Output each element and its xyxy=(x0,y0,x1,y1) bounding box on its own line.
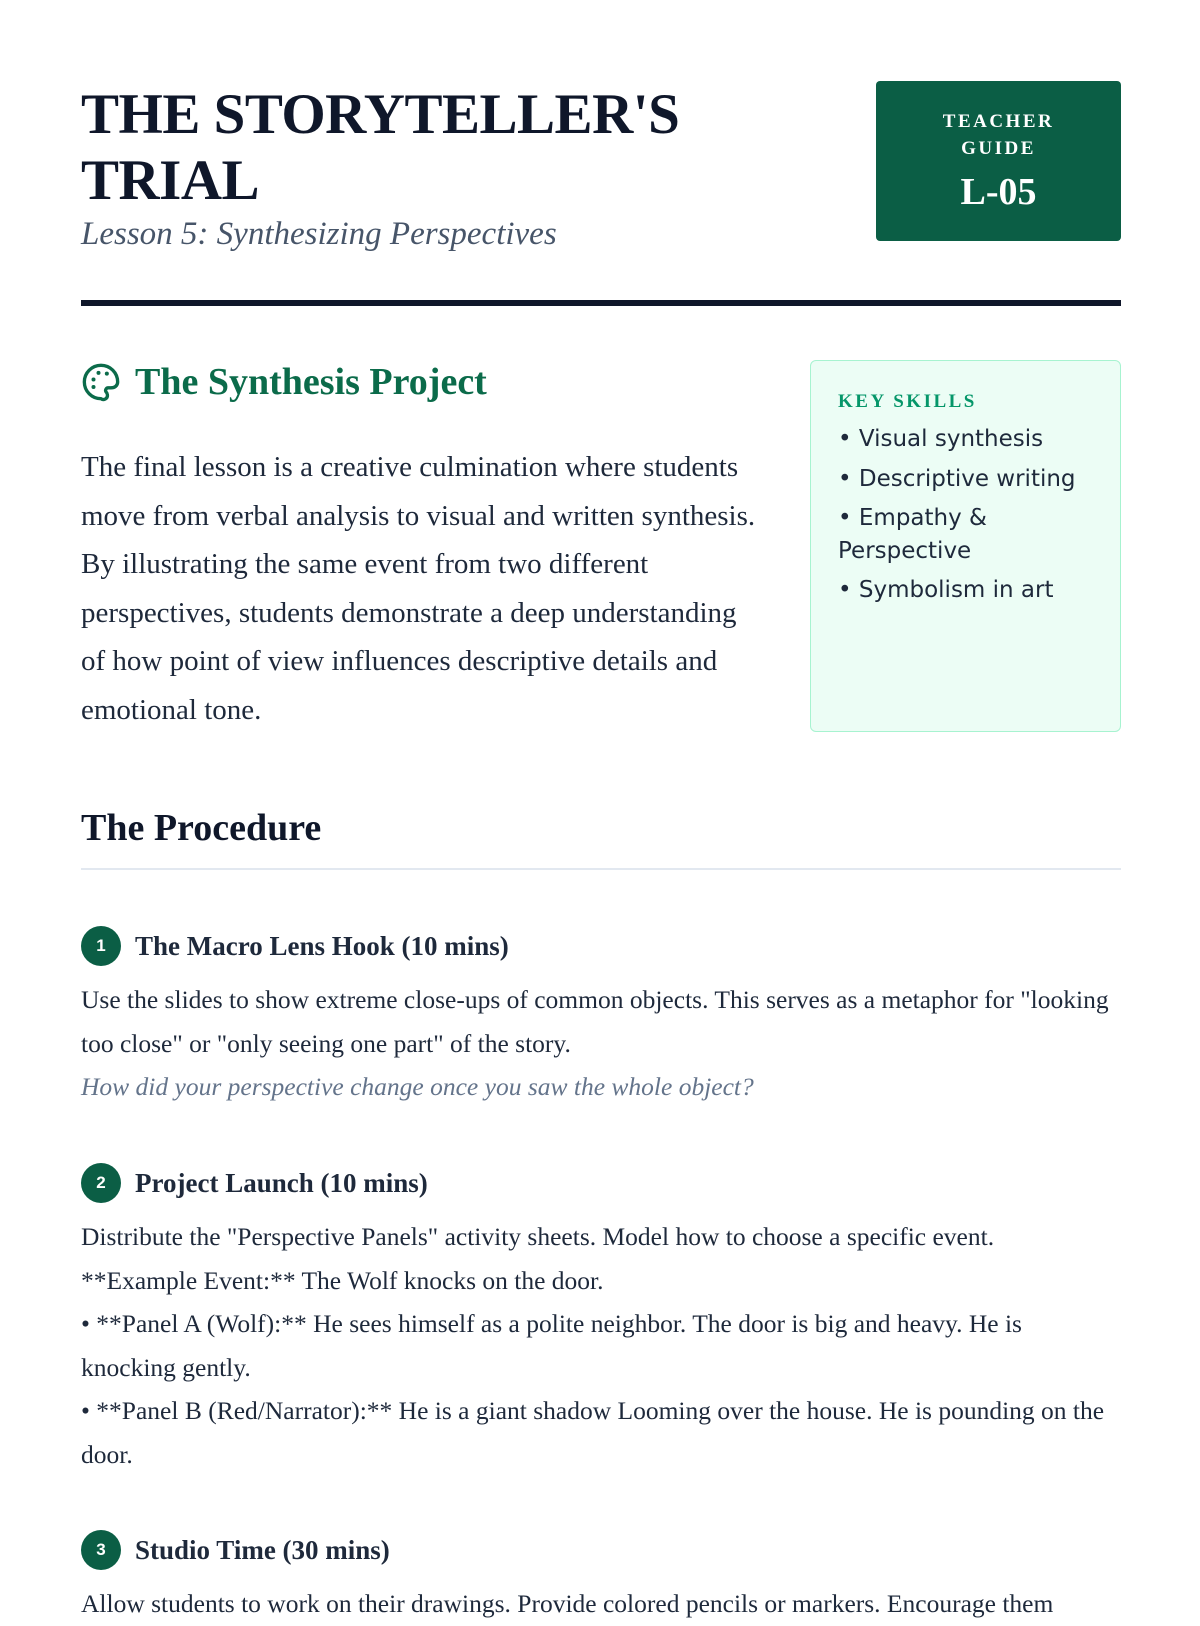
procedure-divider xyxy=(81,868,1121,870)
step-description: Use the slides to show extreme close-ups of common objects. This serves as a metaphor for "looking too close" or "only seeing one part" of the story. xyxy=(81,985,1109,1058)
step-header xyxy=(81,926,1121,966)
step-title: Project Launch (10 mins) xyxy=(135,1167,428,1198)
palette-icon xyxy=(81,362,121,402)
key-skills-title: KEY SKILLS xyxy=(838,391,977,412)
procedure-step-1 xyxy=(81,926,1121,1109)
synthesis-body: The final lesson is a creative culmination where students move from verbal analysis to visual and written synthesis. By illustrating the same event from two different perspectives, students demonstrate a deep understanding of how point of view influences descriptive details and emotional tone. xyxy=(81,451,756,726)
step-number-badge: 3 xyxy=(81,1530,121,1570)
step-number-badge: 1 xyxy=(81,926,121,966)
key-skill-item: • Empathy & Perspective xyxy=(838,505,987,564)
page-title: THE STORYTELLER'S TRIAL xyxy=(81,83,680,212)
procedure-heading: The Procedure xyxy=(81,807,322,849)
step-example-event: **Example Event:** The Wolf knocks on the door. xyxy=(81,1265,604,1295)
key-skill-item: • Descriptive writing xyxy=(838,465,1076,492)
step-title: Studio Time (30 mins) xyxy=(135,1534,390,1565)
badge-label: TEACHER GUIDE xyxy=(942,111,1055,159)
synthesis-heading xyxy=(81,360,487,404)
badge-code: L-05 xyxy=(960,171,1037,213)
step-panel-a: • **Panel A (Wolf):** He sees himself as a polite neighbor. The door is big and heavy. He is knocking gently. xyxy=(81,1309,1022,1382)
step-panel-b: • **Panel B (Red/Narrator):** He is a giant shadow Looming over the house. He is pounding on the door. xyxy=(81,1396,1105,1469)
key-skills-panel xyxy=(810,360,1121,732)
key-skills-list xyxy=(838,423,1096,607)
step-number-badge: 2 xyxy=(81,1163,121,1203)
step-reflection-question: How did your perspective change once you saw the whole object? xyxy=(81,1072,754,1101)
key-skill-item: • Visual synthesis xyxy=(838,426,1044,452)
synthesis-heading-text: The Synthesis Project xyxy=(135,361,487,403)
step-title: The Macro Lens Hook (10 mins) xyxy=(135,930,509,961)
teacher-guide-badge xyxy=(876,81,1121,241)
step-header xyxy=(81,1163,1121,1203)
lesson-subtitle: Lesson 5: Synthesizing Perspectives xyxy=(81,216,557,252)
key-skill-item: • Symbolism in art xyxy=(838,577,1054,603)
step-description: Allow students to work on their drawings. Provide colored pencils or markers. Encourage them xyxy=(81,1589,1054,1618)
step-description: Distribute the "Perspective Panels" activity sheets. Model how to choose a specific event. xyxy=(81,1222,995,1251)
lesson-page xyxy=(81,0,1121,1618)
header-divider xyxy=(81,300,1121,306)
procedure-step-2 xyxy=(81,1163,1121,1476)
synthesis-section xyxy=(81,308,1121,738)
procedure-step-3 xyxy=(81,1530,1121,1626)
page-header xyxy=(81,0,1121,308)
step-header xyxy=(81,1530,1121,1570)
